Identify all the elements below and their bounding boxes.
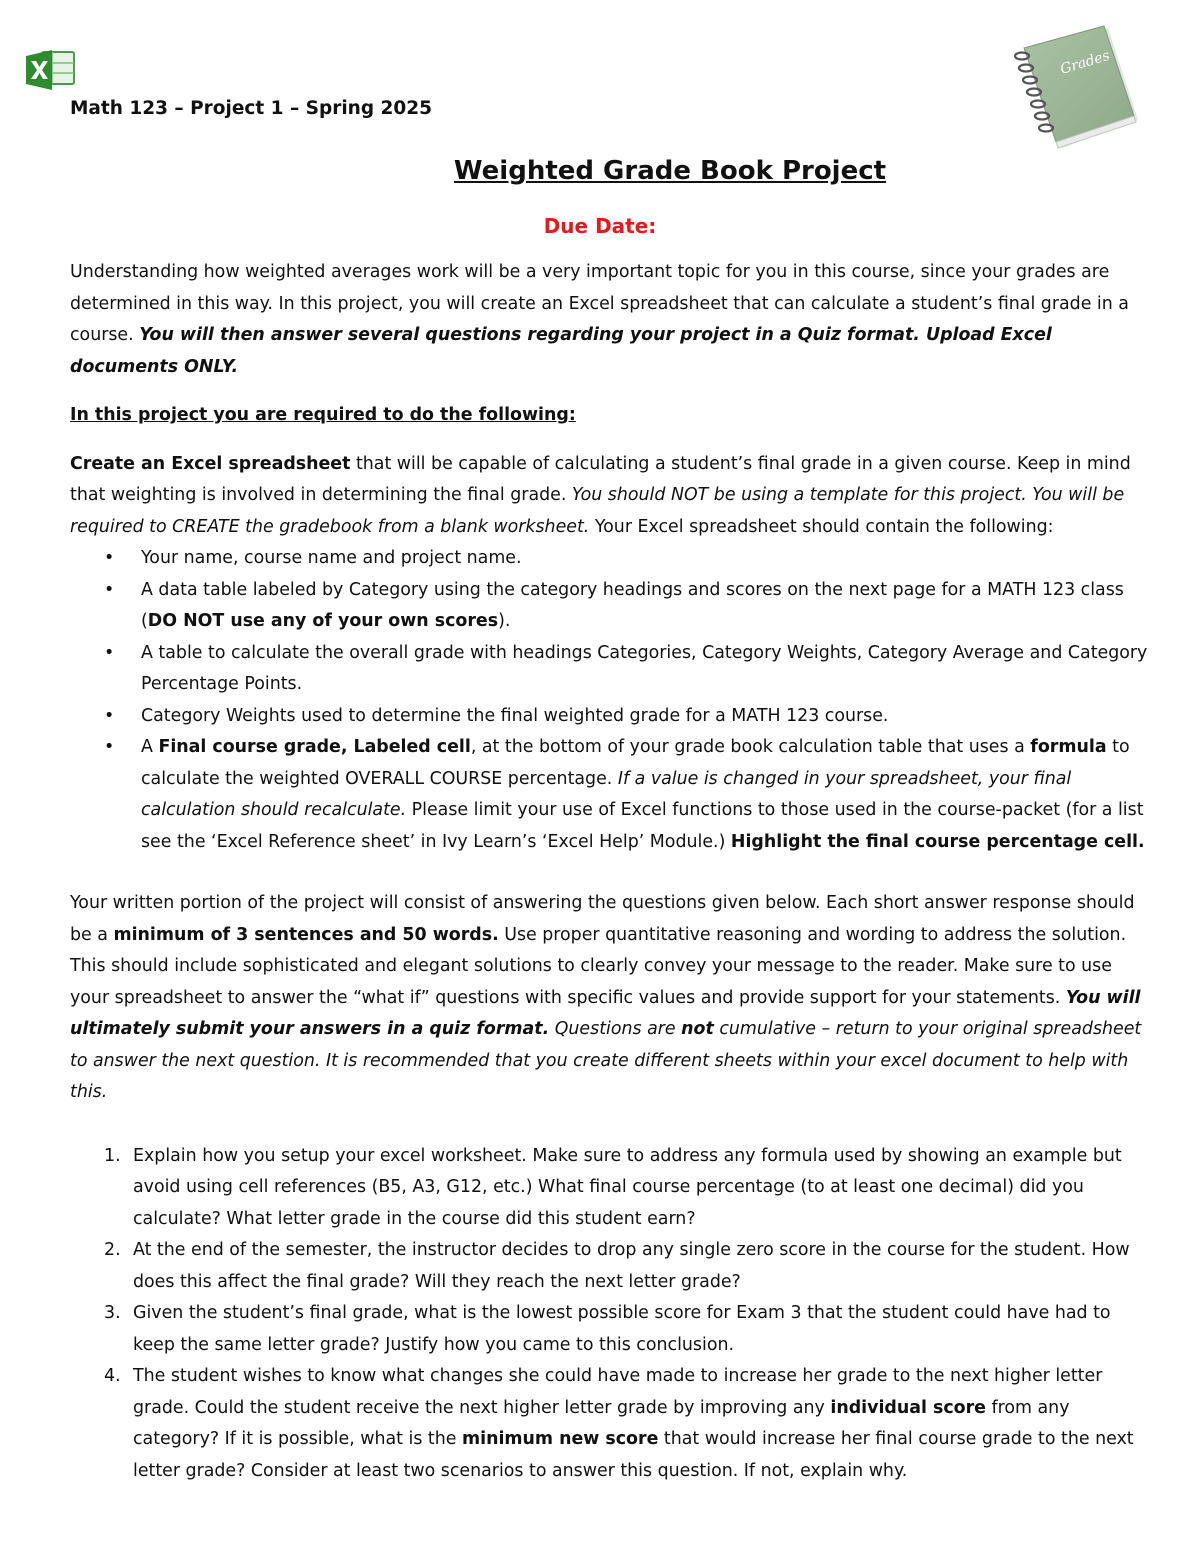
list-item: • Your name, course name and project name. — [104, 548, 522, 568]
list-item: • A Final course grade, Labeled cell, at the bottom of your grade book calculation table that uses a formula to calculate the weighted OVERALL COURSE percentage. If a value is changed in your spreadsheet, your final calculation should recalculate. Please limit your use of Excel functions to those used in the course-packet (for a list see the ‘Excel Reference sheet’ in Ivy Learn’s ‘Excel Help’ Module.) Highlight the final course percentage cell. — [104, 737, 1145, 852]
list-item: • A table to calculate the overall grade with headings Categories, Category Weights, Category Average and Category Percentage Points. — [104, 642, 1148, 694]
intro-paragraph: Understanding how weighted averages work will be a very important topic for you in this course, since your grades are determined in this way. In this project, you will create an Excel spreadsheet that can calculate a student’s final grade in a course. You will then answer several questions regarding your project in a Quiz format. Upload Excel documents ONLY. — [70, 262, 1129, 377]
list-item: • Category Weights used to determine the final weighted grade for a MATH 123 course. — [104, 705, 889, 726]
notebook-label: Grades — [1058, 47, 1112, 78]
list-item: 2. At the end of the semester, the instructor decides to drop any single zero score in the course for the student. How does this affect the final grade? Will they reach the next letter grade? — [104, 1240, 1130, 1292]
list-item: • A data table labeled by Category using the category headings and scores on the next page for a MATH 123 class (DO NOT use any of your own scores). — [104, 579, 1124, 631]
excel-icon — [22, 46, 78, 94]
page-title: Weighted Grade Book Project — [453, 156, 887, 186]
written-portion-paragraph: Your written portion of the project will consist of answering the questions given below. Each short answer response should be a minimum of 3 sentences and 50 words. Use proper quantitative reasoning and wording to address the solution. This should include sophisticated and elegant solutions to clearly convey your message to the reader. Make sure to use your spreadsheet to answer the “what if” questions with specific values and provide support for your statements. You will ultimately submit your answers in a quiz format. Questions are not cumulative – return to your original spreadsheet to answer the next question. It is recommended that you create different sheets within your excel document to help with this. — [70, 893, 1142, 1102]
create-paragraph: Create an Excel spreadsheet that will be capable of calculating a student’s final grade in a given course. Keep in mind that weighting is involved in determining the final grade. You should NOT be using a template for this project. You will be required to CREATE the gradebook from a blank worksheet. Your Excel spreadsheet should contain the following: — [70, 453, 1131, 537]
course-heading: Math 123 – Project 1 – Spring 2025 — [70, 98, 433, 119]
due-date-label: Due Date: — [543, 214, 657, 238]
document-body — [70, 257, 1150, 1487]
questions-list — [70, 1141, 1150, 1488]
grade-notebook-icon — [1000, 22, 1142, 154]
list-item: 4. The student wishes to know what changes she could have made to increase her grade to the next higher letter grade. Could the student receive the next higher letter grade by improving any individual score from any category? If it is possible, what is the minimum new score that would increase her final course grade to the next letter grade? Consider at least two scenarios to answer this question. If not, explain why. — [104, 1366, 1134, 1481]
requirements-heading: In this project you are required to do the following: — [70, 405, 576, 425]
requirements-list — [70, 543, 1150, 858]
intro-emphasis: You will then answer several questions regarding your project in a Quiz format. Upload Excel documents ONLY. — [70, 325, 1052, 377]
list-item: 3. Given the student’s final grade, what is the lowest possible score for Exam 3 that the student could have had to keep the same letter grade? Justify how you came to this conclusion. — [104, 1303, 1111, 1355]
list-item: 1. Explain how you setup your excel worksheet. Make sure to address any formula used by showing an example but avoid using cell references (B5, A3, G12, etc.) What final course percentage (to at least one decimal) did you calculate? What letter grade in the course did this student earn? — [104, 1145, 1122, 1229]
